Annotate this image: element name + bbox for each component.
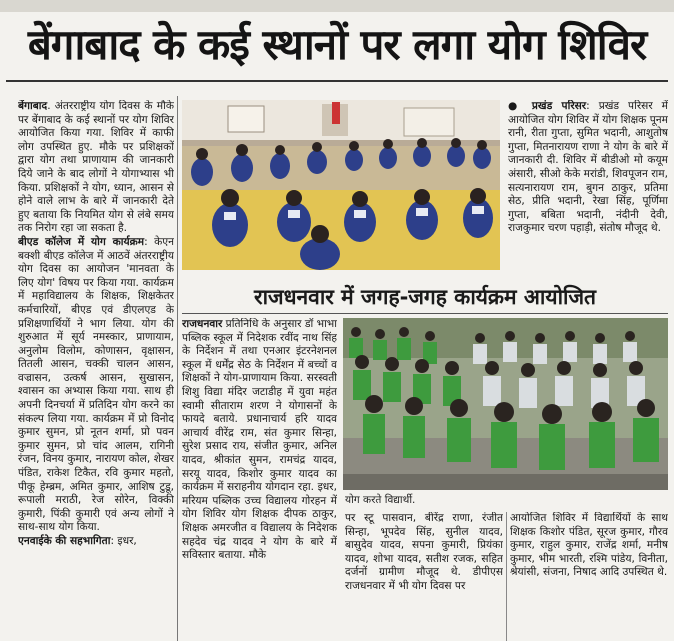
headline-divider (6, 80, 668, 82)
nyk-text: : इधर, (110, 535, 137, 547)
photo-caption: योग करते विद्यार्थी. (345, 494, 416, 506)
second-story-column-2 (345, 512, 503, 641)
main-headline: बेंगाबाद के कई स्थानों पर लगा योग शिविर (27, 20, 647, 69)
second-story-text-1: प्रतिनिधि के अनुसार डॉ भाभा पब्लिक स्कूल में निदेशक रवींद नाथ सिंह के निर्देशन में तथा एनआर इंटरनेशनल स्कूल में धर्मेंद्र सेठ के निर्देशन में बच्चों व शिक्षकों ने योग-प्राणायाम किया. सरस्वती शिशु विद्या मंदिर जटाडीह में युवा महंत स्वामी सीताराम शरण ने योगासनों के फायदे बताये. प्रधानाचार्य हरि यादव आचार्य वीरेंद्र राम, संत कुमार सिन्हा, सुरेश प्रसाद राय, संजीत कुमार, अनिल यादव, श्रीकांत सुमन, रामचंद्र यादव, सरयू यादव, किशोर कुमार यादव का कार्यक्रम में सराहनीय योगदान रहा. इधर, मरियम पब्लिक उच्च विद्यालय गोरहन में योग शिविर योग शिक्षक दीपक ठाकुर, शिक्षक अमरजीत व विद्यालय के निदेशक सहदेव चंद्र यादव ने योग के बारे में सविस्तार बताया. मौके (182, 318, 337, 562)
intro-text: . अंतरराष्ट्रीय योग दिवस के मौके पर बेंगाबाद के कई स्थानों पर योग शिविर आयोजित किया गया. शिविर में काफी लोग उपस्थित हुए. मौके पर प्रशिक्षकों द्वारा योग तथा प्राणायाम की जानकारी दिये जाने के बाद लोगों ने योगाभ्यास भी किया. प्रशिक्षकों ने योग, ध्यान, आसन से होने वाले लाभ के बारे में जानकारी देते हुए बताया कि नियमित योग से लंबे समय तक निरोग रहा जा सकता है. (18, 100, 174, 235)
second-story-headline: राजधनवार में जगह-जगह कार्यक्रम आयोजित (253, 285, 597, 309)
column-divider-bottom (506, 512, 507, 641)
subhead-bed-college: बीएड कॉलेज में योग कार्यक्रम (18, 235, 145, 248)
second-story-text-3: आयोजित शिविर में विद्यार्थियों के साथ शिक्षक किशोर पंडित, सूरज कुमार, गौरव कुमार, राहुल कुमार, राजेंद्र शर्मा, मनीष कुमार, भीम भारती, रश्मि पांडेय, विनीता, श्रेयांसी, संजना, निषाद आदि उपस्थित थे. (510, 512, 668, 579)
left-column (18, 100, 174, 641)
dateline: बेंगाबाद (18, 100, 48, 112)
subhead-prakhand: प्रखंड परिसर (531, 100, 587, 112)
subhead-nyk: एनवाईके की सहभागिता (18, 535, 111, 547)
second-story-column-3 (510, 512, 668, 641)
right-column (508, 100, 668, 278)
bullet-icon: ● (508, 100, 523, 112)
page-top-border (0, 0, 674, 12)
prakhand-text: : प्रखंड परिसर में आयोजित योग शिविर में योग शिक्षक पूनम रानी, रीता गुप्ता, सुमित भदानी, आशुतोष गुप्ता, मितनारायण राणा ने योग के बारे में जानकारी दी. शिविर में बीडीओ मो कयूम अंसारी, सीओ केके मरांडी, शिवपूजन राम, सत्यनारायण राम, बुगन ठाकुर, प्रतिमा सेठ, प्रीति भदानी, रेखा सिंह, पूर्णिमा गुप्ता, बबिता भदानी, नंदीनी देवी, राजकुमार चरण पहाड़ी, संतोष मौजूद थे. (508, 100, 668, 235)
second-dateline: राजधनवार (182, 318, 223, 330)
bed-college-text: : केएन बक्शी बीएड कॉलेज में आठवें अंतरराष्ट्रीय योग दिवस का आयोजन 'मानवता के लिए योग' विषय पर किया गया. कार्यक्रम में महाविद्यालय के शिक्षक, शिक्षकेतर कर्मचारियों, बीएड एवं डीएलएड के प्रशिक्षणार्थियों ने भाग लिया. योग की शुरुआत में सूर्य नमस्कार, प्राणायाम, अनुलोम विलोम, कोणासन, वृक्षासन, तितली आसन, चक्की चालन आसन, वज्रासन, उत्कर्ष आसन, सुखासन, श्वासन का अभ्यास किया गया. साथ ही अपनी दिनचर्या में प्रतिदिन योग करने का संकल्प लिया गया. कार्यक्रम में प्रो विनोद कुमार सुमन, प्रो नूतन शर्मा, प्रो पवन कुमार सुमन, प्रो चांद आलम, रागिनी रंजन, विनय कुमार, नारायण कोल, शेखर पंडित, राकेश टिकैत, रवि कुमार महतो, पीकू हेम्ब्रम, अमित कुमार, आशिष टुडू, रूपाली मराठी, रेज सोरेन, विक्की कुमारी, पिंकी कुमारी एवं अन्य लोगों ने साथ-साथ योग किया. (18, 235, 174, 534)
column-divider-left (177, 96, 178, 641)
second-headline-divider (182, 313, 668, 314)
second-story-column-1 (182, 318, 337, 641)
second-story-text-2: पर स्टू पासवान, बीरेंद्र राणा, रंजीत सिन्हा, भूपदेव सिंह, सुनील यादव, बासुदेव यादव, सपना कुमारी, प्रियंका यादव, शोभा यादव, सतीश रजक, सहित दर्जनों ग्रामीण मौजूद थे. डीपीएस राजधनवार में भी योग दिवस पर (345, 512, 503, 592)
photo-classroom-yoga (182, 100, 500, 270)
photo-students-yoga (343, 318, 668, 490)
